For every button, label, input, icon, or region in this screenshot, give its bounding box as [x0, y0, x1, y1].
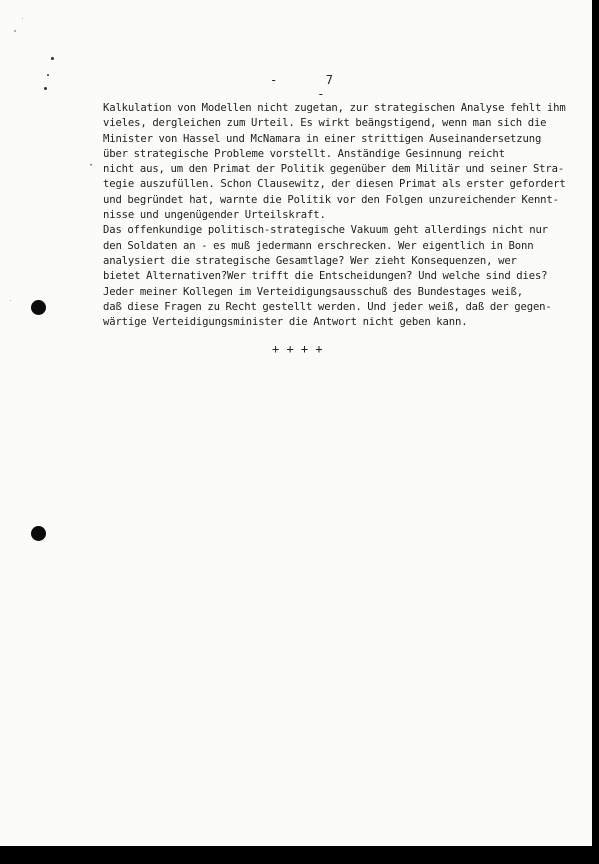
- text-line: nicht aus, um den Primat der Politik gegenüber dem Militär und seiner Stra-: [103, 163, 565, 176]
- scan-speck: [47, 74, 49, 76]
- page-number: [270, 73, 380, 101]
- text-line: und begründet hat, warnte die Politik vor den Folgen unzureichender Kennt-: [103, 193, 559, 206]
- scan-speck: [44, 87, 47, 90]
- text-line: analysiert die strategische Gesamtlage? Wer zieht Konsequenzen, wer: [103, 254, 517, 267]
- punch-hole-bottom: [31, 526, 46, 541]
- end-mark: + + + +: [272, 342, 323, 356]
- body-text: [103, 101, 573, 330]
- text-line: über strategische Probleme vorstellt. Anständige Gesinnung reicht: [103, 147, 505, 160]
- scan-speck: [10, 300, 11, 301]
- text-line: Jeder meiner Kollegen im Verteidigungsausschuß des Bundestages weiß,: [103, 285, 524, 298]
- page-number-value: 7: [325, 73, 333, 87]
- text-line: nisse und ungenügender Urteilskraft.: [103, 209, 326, 222]
- scan-speck: [14, 30, 16, 32]
- text-line: Minister von Hassel und McNamara in einer strittigen Auseinandersetzung: [103, 132, 542, 145]
- text-line: bietet Alternativen?Wer trifft die Entscheidungen? Und welche sind dies?: [103, 270, 548, 283]
- text-line: daß diese Fragen zu Recht gestellt werden. Und jeder weiß, daß der gegen-: [103, 300, 552, 313]
- text-line: den Soldaten an - es muß jedermann erschrecken. Wer eigentlich in Bonn: [103, 239, 534, 252]
- text-line: tegie auszufüllen. Schon Clausewitz, der diesen Primat als erster gefordert: [103, 178, 566, 191]
- text-line: wärtige Verteidigungsminister die Antwort nicht geben kann.: [103, 316, 468, 329]
- scan-speck: [22, 18, 23, 19]
- text-line: Das offenkundige politisch-strategische Vakuum geht allerdings nicht nur: [103, 224, 548, 237]
- margin-mark: ·: [88, 160, 95, 171]
- text-line: vieles, dergleichen zum Urteil. Es wirkt beängstigend, wenn man sich die: [103, 117, 547, 130]
- scan-speck: [51, 57, 54, 60]
- text-line: Kalkulation von Modellen nicht zugetan, zur strategischen Analyse fehlt ihm: [103, 102, 566, 114]
- punch-hole-top: [31, 300, 46, 315]
- page-number-dash-left: -: [270, 73, 278, 87]
- page-number-dash-right: -: [317, 87, 325, 101]
